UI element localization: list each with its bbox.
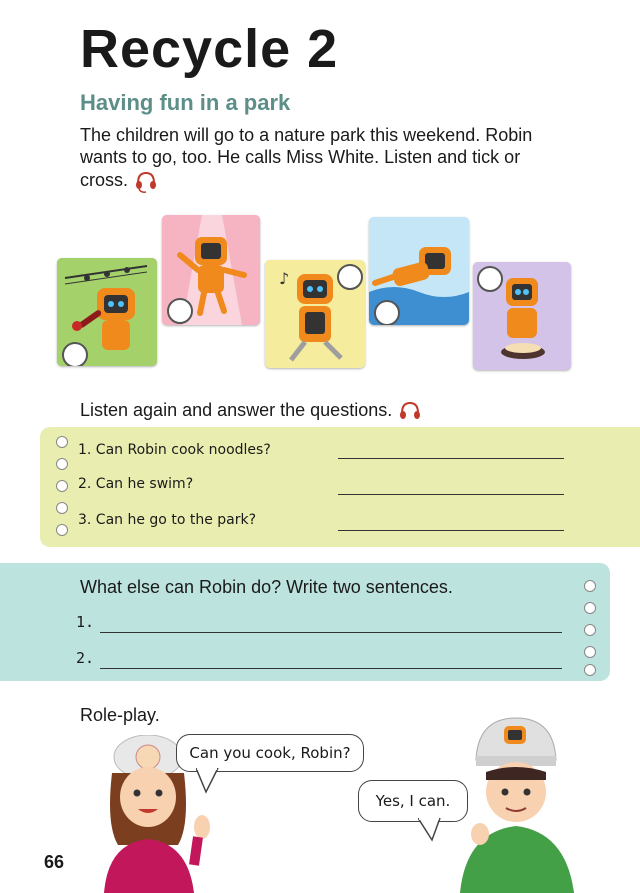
answer-line-3[interactable] — [338, 514, 564, 531]
headset-icon — [397, 398, 423, 424]
card-robin-singing — [57, 258, 157, 366]
writing-line-1-number: 1. — [76, 613, 95, 631]
card-robin-swimming — [369, 217, 469, 325]
speech-bubble-boy: Yes, I can. — [358, 780, 468, 822]
writing-task-title: What else can Robin do? Write two sentences. — [80, 577, 453, 597]
listen-again-instruction — [80, 398, 423, 424]
tick-circle-icon[interactable] — [167, 298, 193, 324]
binder-ring — [584, 580, 596, 592]
tick-circle-icon[interactable] — [374, 300, 400, 325]
listen-again-text: Listen again and answer the questions. — [80, 399, 393, 420]
intro-text — [80, 124, 550, 194]
writing-line-2[interactable] — [100, 654, 562, 669]
headset-icon — [133, 168, 159, 194]
bubble-tail — [196, 768, 220, 794]
page-number: 66 — [44, 852, 65, 872]
card-robin-dancing — [162, 215, 260, 325]
section-subtitle: Having fun in a park — [80, 90, 291, 115]
answer-line-1[interactable] — [338, 442, 564, 459]
binder-ring — [584, 664, 596, 676]
tick-circle-icon[interactable] — [62, 342, 88, 366]
binder-ring — [56, 502, 68, 514]
binder-ring — [584, 624, 596, 636]
bubble-tail — [418, 818, 442, 842]
tick-circle-icon[interactable] — [477, 266, 503, 292]
page-title: Recycle 2 — [80, 19, 339, 79]
tick-circle-icon[interactable] — [337, 264, 363, 290]
card-robin-cooking — [473, 262, 571, 370]
speech-bubble-girl: Can you cook, Robin? — [176, 734, 364, 772]
question-1: 1. Can Robin cook noodles? — [78, 442, 271, 458]
boy-character-illustration — [444, 712, 584, 893]
binder-ring — [56, 436, 68, 448]
svg-text:♪: ♪ — [279, 269, 290, 288]
writing-line-1[interactable] — [100, 618, 562, 633]
binder-ring — [584, 646, 596, 658]
intro-instruction: The children will go to a nature park this weekend. Robin wants to go, too. He calls Miss White. Listen and tick or cross. — [80, 125, 533, 190]
binder-ring — [56, 458, 68, 470]
binder-ring — [584, 602, 596, 614]
question-2: 2. Can he swim? — [78, 476, 194, 492]
binder-ring — [56, 524, 68, 536]
writing-line-2-number: 2. — [76, 649, 95, 667]
answer-line-2[interactable] — [338, 478, 564, 495]
roleplay-label: Role-play. — [80, 705, 160, 725]
binder-ring — [56, 480, 68, 492]
card-robin-music — [265, 260, 365, 368]
question-3: 3. Can he go to the park? — [78, 512, 257, 528]
